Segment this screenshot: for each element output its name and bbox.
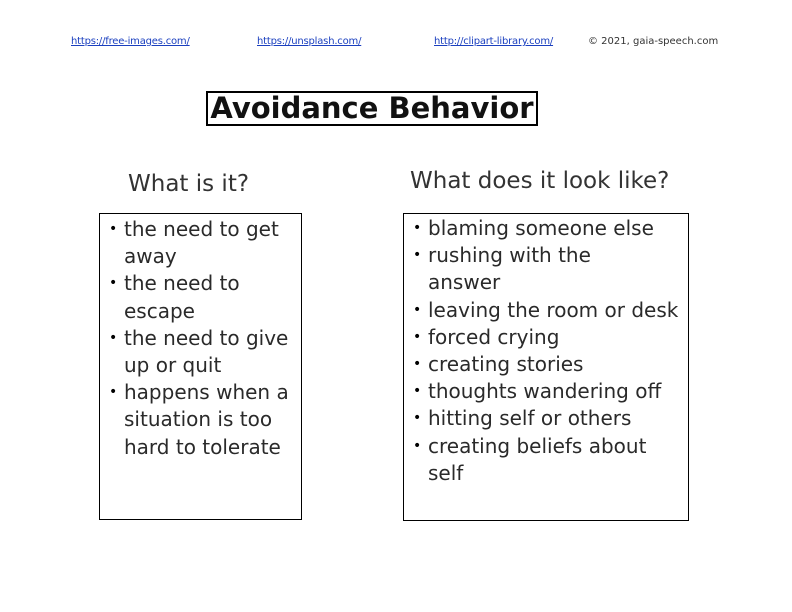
list-item: • the need to give up or quit [100, 325, 301, 379]
list-item: • rushing with the answer [404, 242, 688, 296]
unsplash-link[interactable]: https://unsplash.com/ [257, 36, 362, 47]
copyright-notice: © 2021, gaia-speech.com [588, 36, 719, 47]
right-bullet-list [404, 215, 688, 487]
list-item: • thoughts wandering off [404, 378, 688, 405]
list-item: • the need to get away [100, 216, 301, 270]
list-item: • the need to escape [100, 270, 301, 324]
list-item: • creating beliefs about self [404, 433, 688, 487]
list-item: • creating stories [404, 351, 688, 378]
page-title: Avoidance Behavior [206, 91, 538, 126]
left-column-heading: What is it? [128, 171, 250, 197]
free-images-link[interactable]: https://free-images.com/ [71, 36, 190, 47]
left-bullet-list [100, 216, 301, 461]
list-item: • hitting self or others [404, 405, 688, 432]
list-item: • blaming someone else [404, 215, 688, 242]
left-column-box [99, 213, 302, 520]
right-column-heading: What does it look like? [410, 168, 670, 194]
clipart-library-link[interactable]: http://clipart-library.com/ [434, 36, 554, 47]
list-item: • happens when a situation is too hard to tolerate [100, 379, 301, 461]
list-item: • forced crying [404, 324, 688, 351]
list-item: • leaving the room or desk [404, 297, 688, 324]
right-column-box [403, 213, 689, 521]
